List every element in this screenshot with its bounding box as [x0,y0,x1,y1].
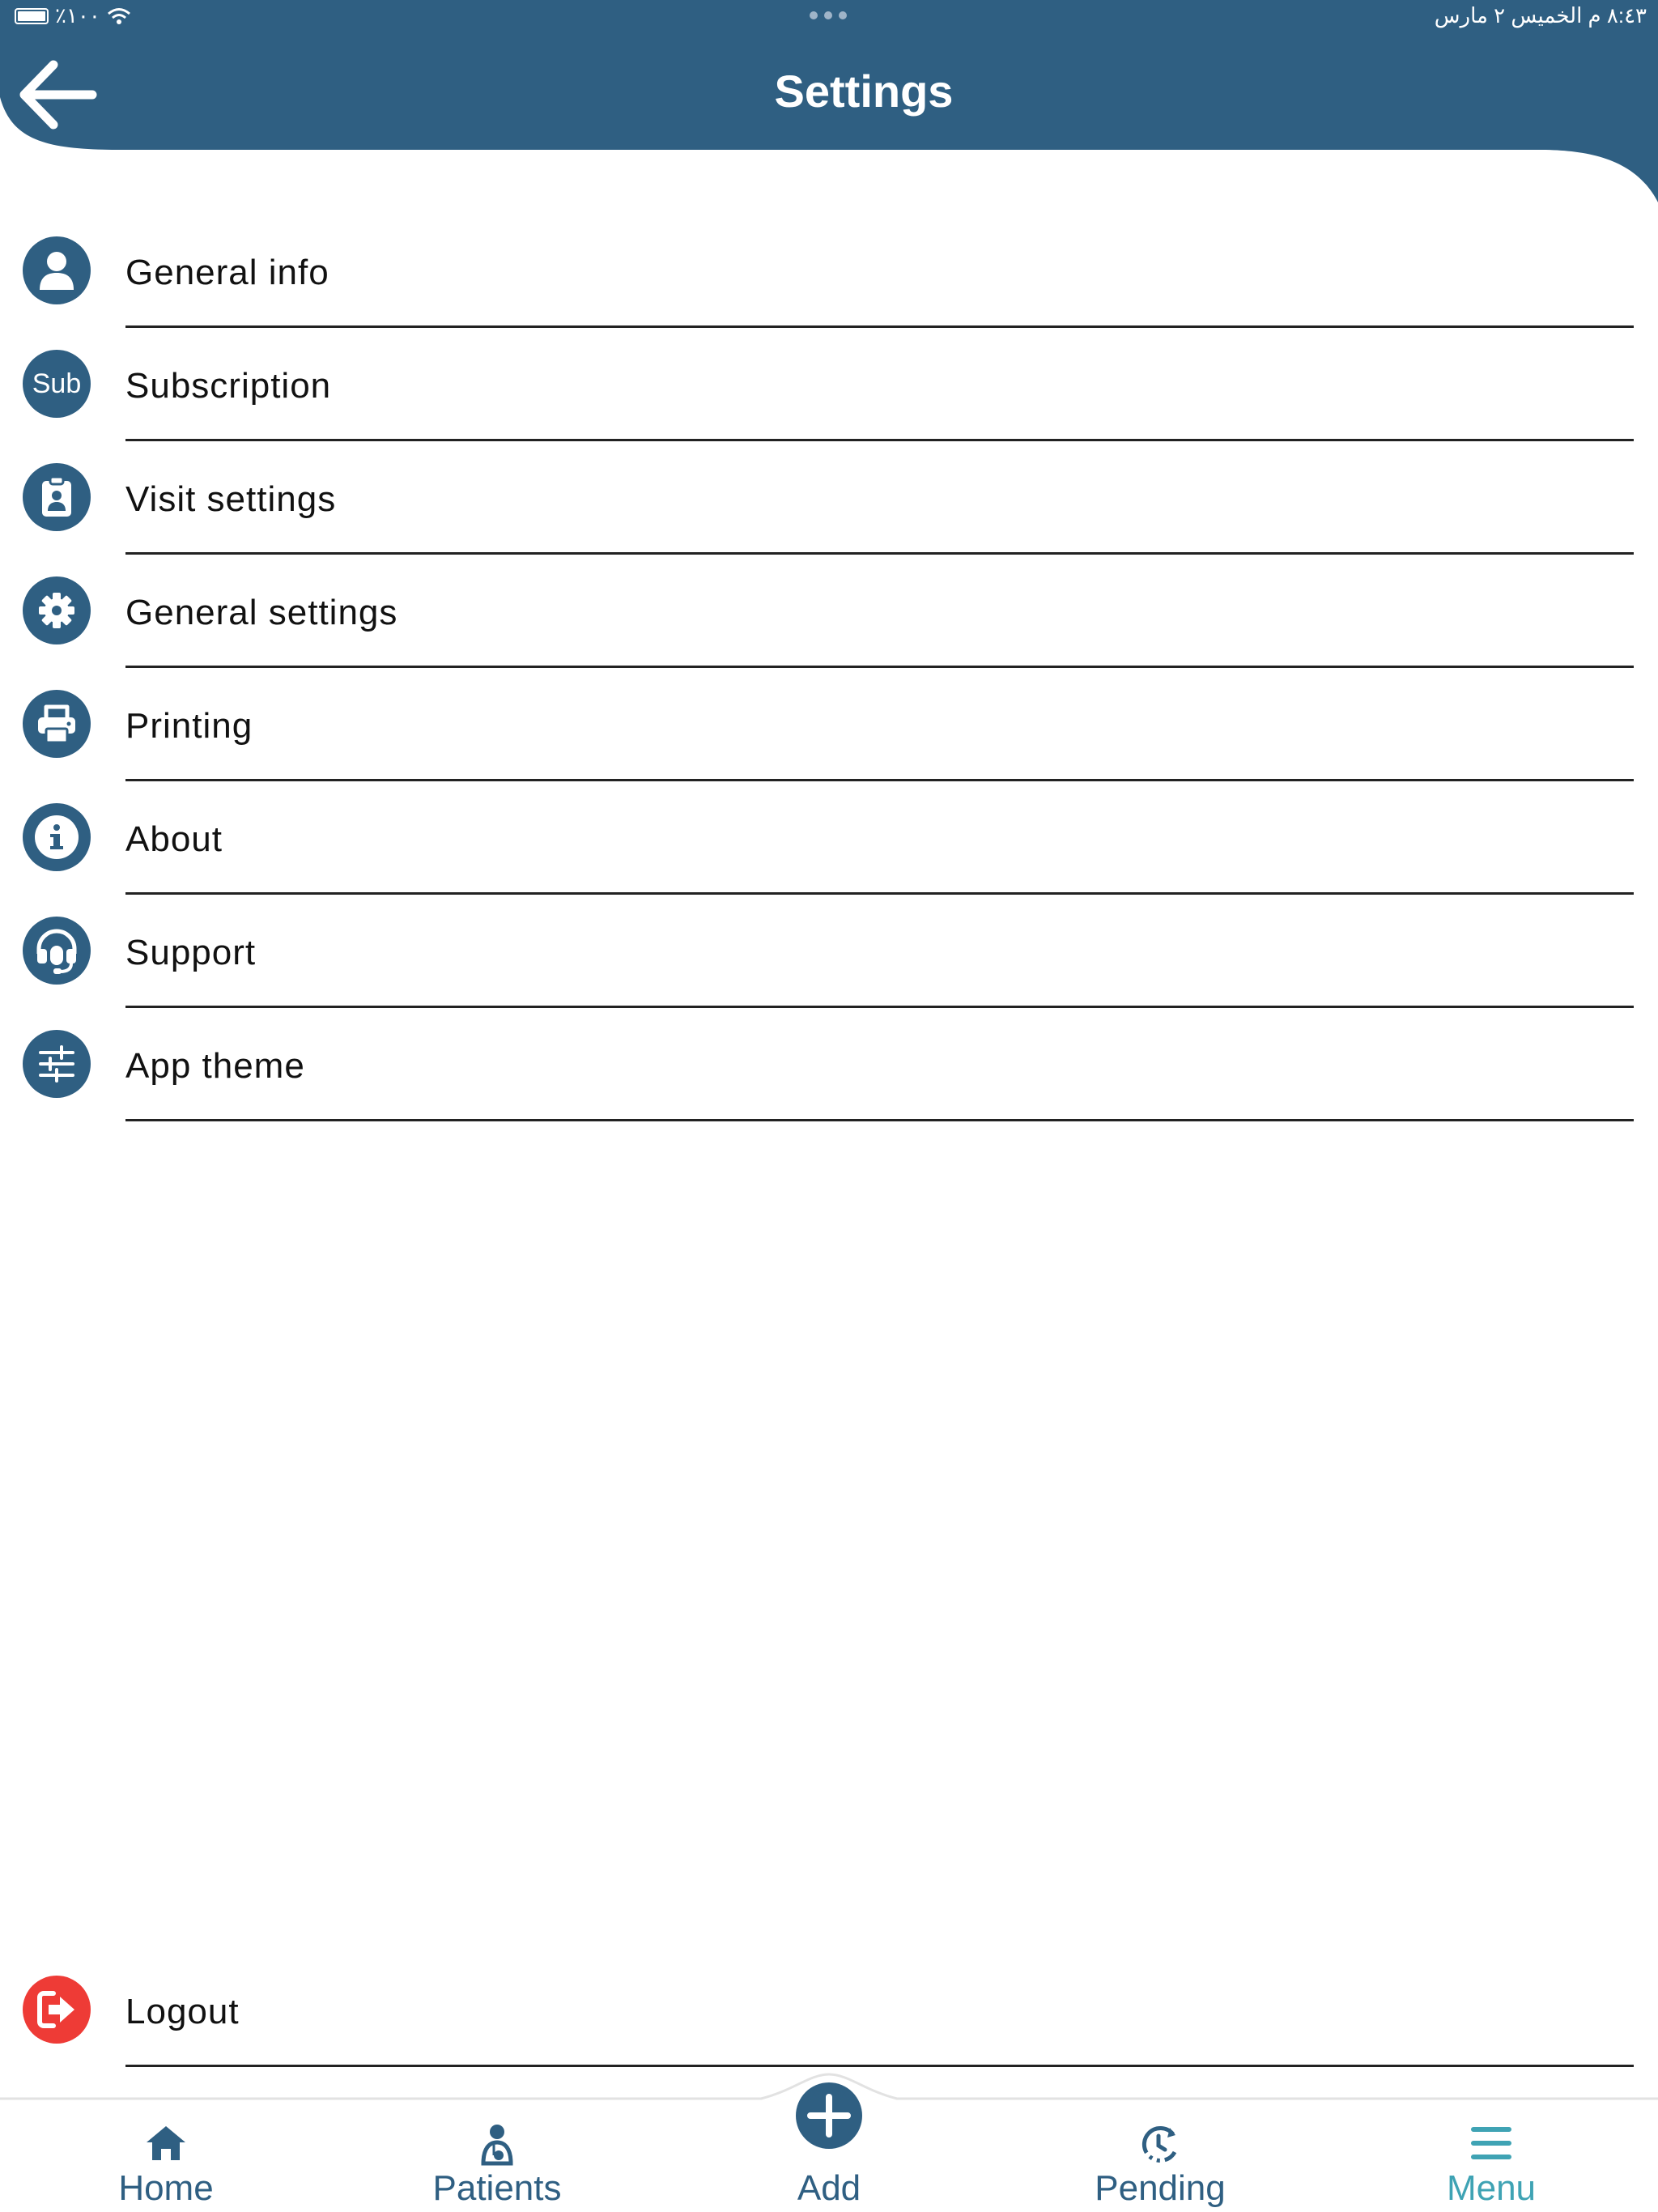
menu-item-label: Support [125,933,257,972]
gear-icon [23,576,91,644]
menu-item-label: General info [125,253,329,292]
patient-icon [477,2123,517,2167]
menu-item-subscription[interactable] [0,325,1658,439]
tab-pending[interactable] [1039,2073,1282,2212]
clipboard-user-icon [23,463,91,531]
tab-add[interactable] [708,2073,950,2212]
menu-item-general-info[interactable] [0,212,1658,325]
tab-patients[interactable] [376,2073,619,2212]
user-icon [23,236,91,304]
battery-percentage: ٪١٠٠ [55,3,100,28]
menu-item-label: About [125,819,223,859]
page-title: Settings [774,66,954,117]
menu-icon [1469,2123,1514,2163]
menu-item-label: Logout [125,1992,240,2031]
app-header [0,0,1658,202]
menu-item-printing[interactable] [0,666,1658,779]
menu-item-visit-settings[interactable] [0,439,1658,552]
sliders-icon [23,1030,91,1098]
info-icon [23,803,91,871]
menu-item-general-settings[interactable] [0,552,1658,666]
status-datetime: ٨:٤٣ م الخميس ٢ مارس [1434,3,1647,28]
pending-clock-icon [1137,2123,1183,2167]
tab-menu[interactable] [1370,2073,1613,2212]
menu-item-label: Subscription [125,366,332,406]
divider [125,2065,1634,2067]
home-icon [143,2123,189,2163]
tab-label: Add [797,2168,861,2208]
sub-icon-text: Sub [32,368,82,399]
tab-label: Patients [432,2168,562,2208]
menu-item-label: Printing [125,706,253,746]
divider [125,1119,1634,1121]
menu-item-label: Visit settings [125,479,337,519]
menu-item-about[interactable] [0,779,1658,892]
menu-item-app-theme[interactable] [0,1006,1658,1119]
bottom-tab-bar [0,2073,1658,2212]
multitasking-dots[interactable] [810,11,847,19]
sub-icon [23,350,91,418]
add-icon [794,2081,864,2150]
menu-item-logout[interactable] [0,1951,1658,2065]
printer-icon [23,690,91,758]
tab-label: Pending [1095,2168,1226,2208]
tab-home[interactable] [45,2073,287,2212]
menu-item-label: General settings [125,593,398,632]
menu-item-label: App theme [125,1046,305,1086]
status-bar-left [15,3,131,28]
menu-item-support[interactable] [0,892,1658,1006]
battery-icon [15,8,49,24]
tab-label: Home [118,2168,214,2208]
tab-label: Menu [1446,2168,1537,2208]
wifi-icon [107,7,131,25]
logout-icon [23,1976,91,2044]
headset-icon [23,917,91,985]
